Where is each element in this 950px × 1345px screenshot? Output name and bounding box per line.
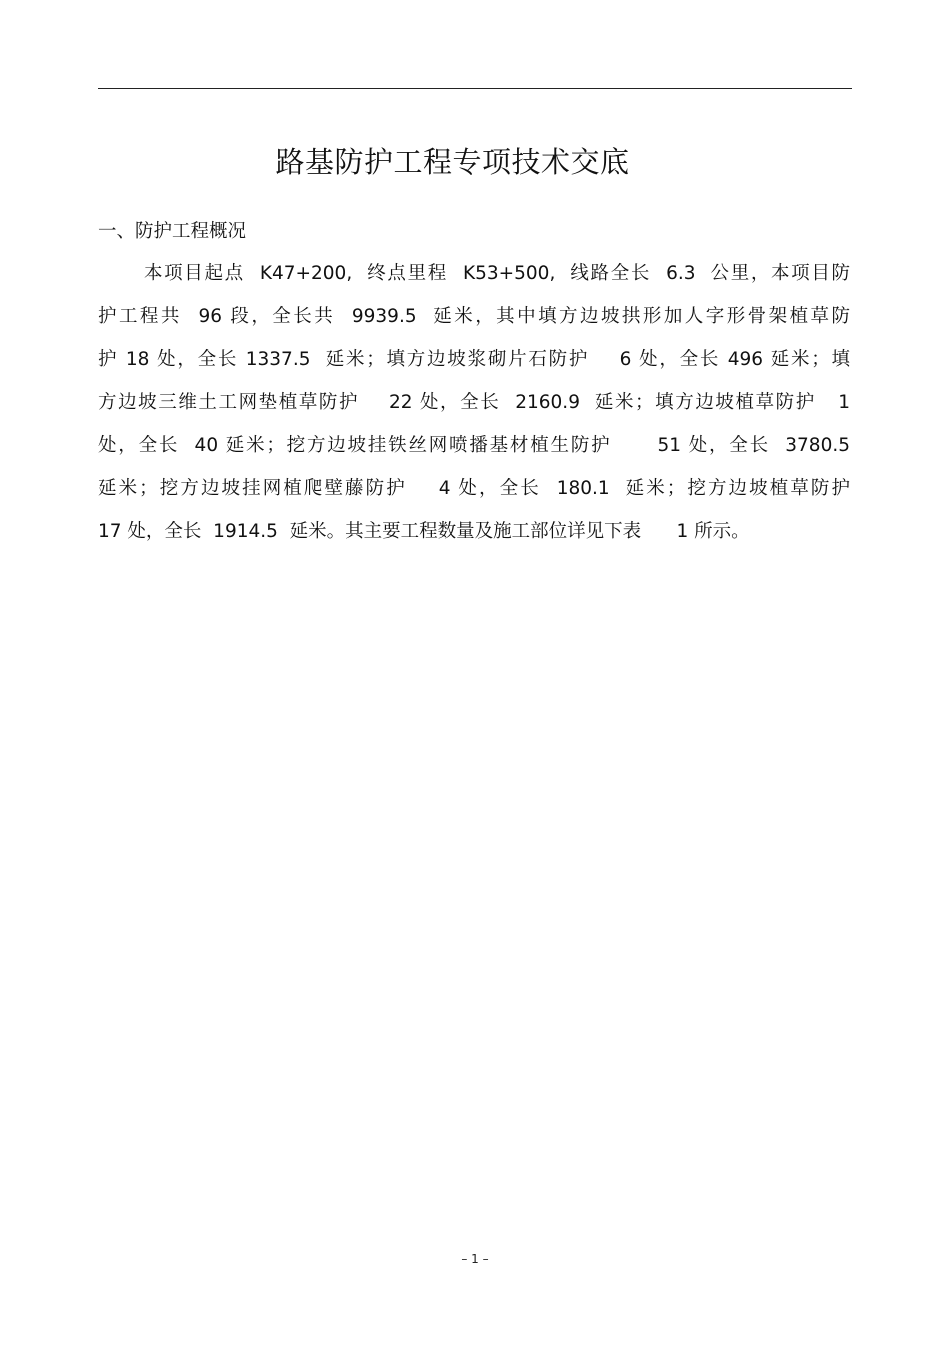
header-rule [98,88,852,89]
page-number: – 1 – [461,1252,489,1266]
body-paragraph [98,252,850,553]
section-heading: 一、防护工程概况 [98,221,247,242]
paragraph-line: 方边坡三维土工网垫植草防护 22 处，全长 2160.9 延米；填方边坡植草防护 1 [98,392,850,413]
paragraph-line: 处，全长 40 延米；挖方边坡挂铁丝网喷播基材植生防护 51 处，全长 3780.5 [98,435,850,456]
document-title: 路基防护工程专项技术交底 [275,145,630,179]
paragraph-line: 护 18 处，全长 1337.5 延米；填方边坡浆砌片石防护 6 处，全长 496 延米；填 [98,349,850,370]
paragraph-line: 17 处，全长 1914.5 延米。其主要工程数量及施工部位详见下表 1 所示。 [98,521,750,542]
paragraph-line: 护工程共 96 段，全长共 9939.5 延米，其中填方边坡拱形加人字形骨架植草防 [98,306,850,327]
paragraph-line: 本项目起点 K47+200, 终点里程 K53+500, 线路全长 6.3 公里，本项目防 [144,263,850,284]
paragraph-line: 延米；挖方边坡挂网植爬壁藤防护 4 处，全长 180.1 延米；挖方边坡植草防护 [98,478,850,499]
